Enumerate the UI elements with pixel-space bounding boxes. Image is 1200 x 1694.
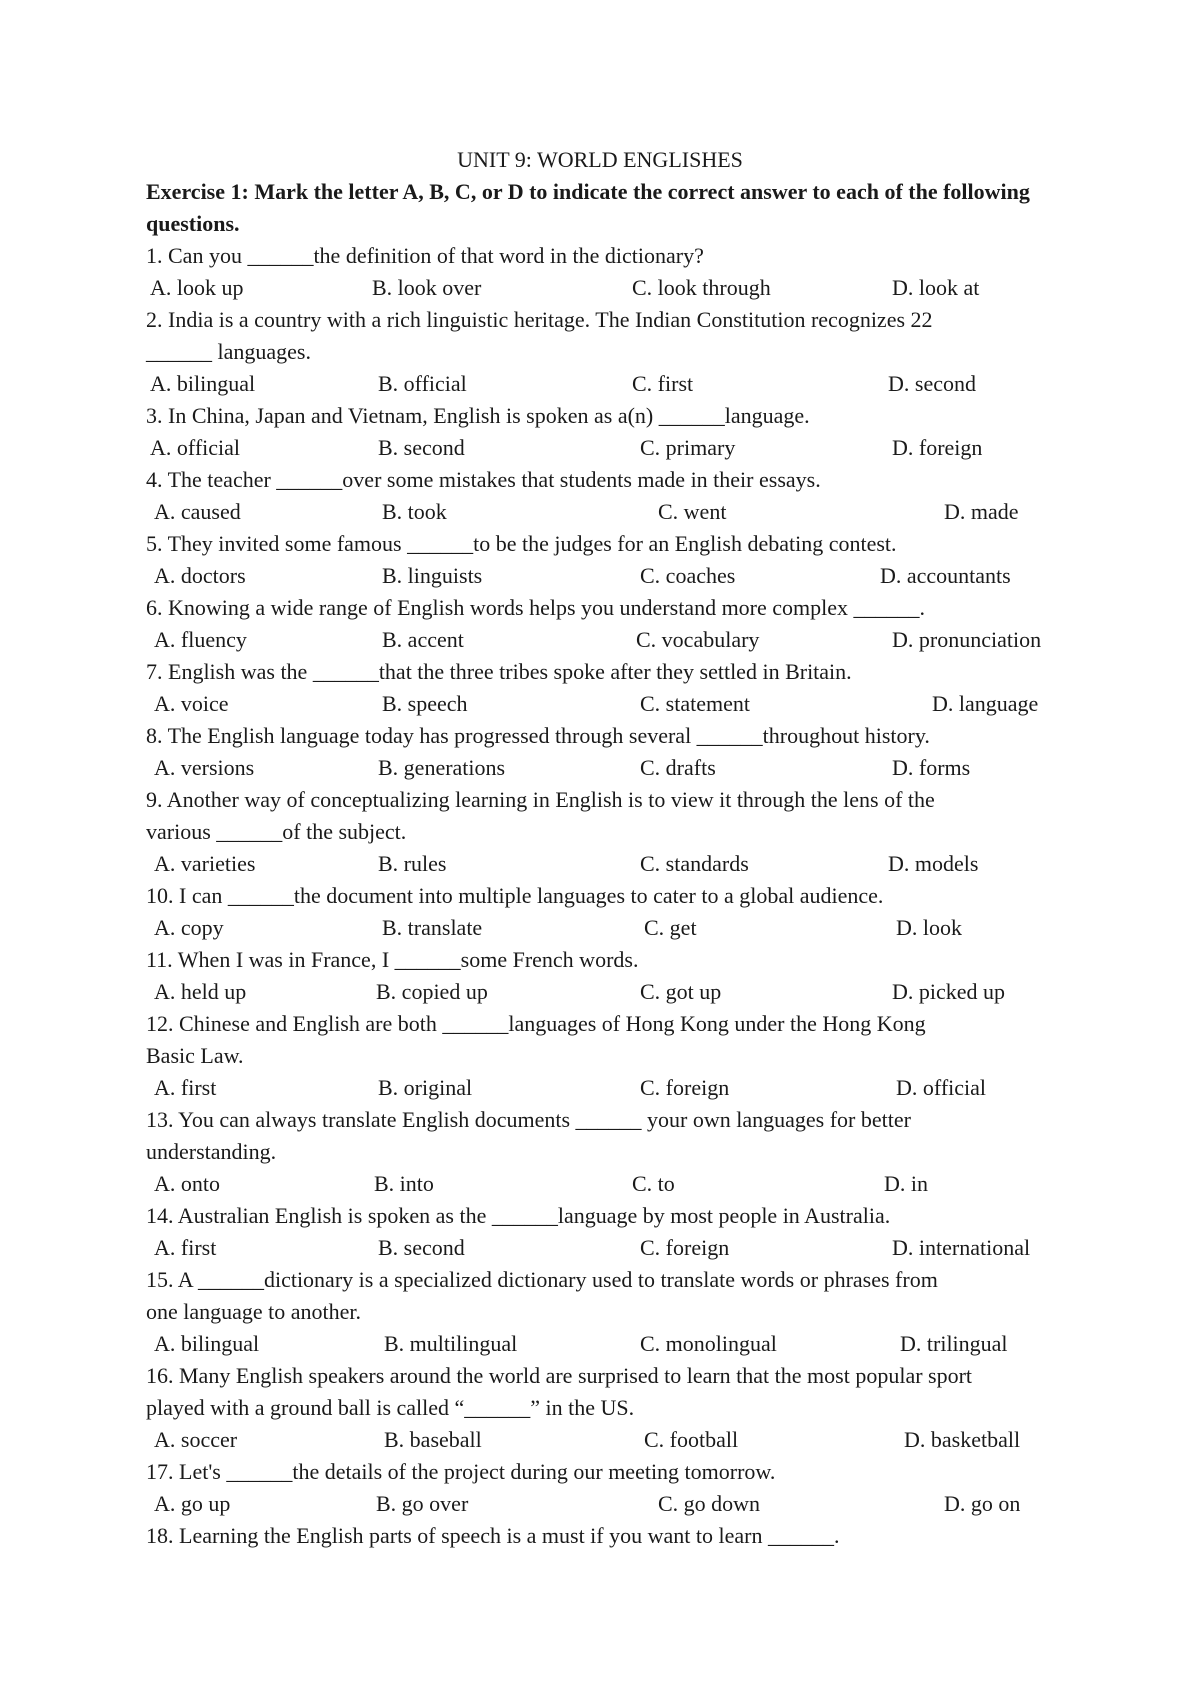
question-6-text: 6. Knowing a wide range of English words helps you understand more complex ______. [146, 595, 926, 620]
question-5-option-c: C. coaches [640, 563, 736, 588]
question-3-option-a: A. official [150, 435, 241, 460]
question-12-option-a: A. first [154, 1075, 217, 1100]
question-14-option-b: B. second [378, 1235, 465, 1260]
question-4-option-d: D. made [944, 499, 1019, 524]
question-15-text: 15. A ______dictionary is a specialized dictionary used to translate words or phrases from [146, 1267, 938, 1292]
question-3-option-c: C. primary [640, 435, 736, 460]
question-6-option-a: A. fluency [154, 627, 247, 652]
exercise-instruction: Exercise 1: Mark the letter A, B, C, or D to indicate the correct answer to each of the following questions. [146, 179, 1030, 236]
question-15-option-a: A. bilingual [154, 1331, 260, 1356]
question-2-option-a: A. bilingual [150, 371, 256, 396]
question-6-option-c: C. vocabulary [636, 627, 760, 652]
question-8-option-a: A. versions [154, 755, 255, 780]
question-16-option-b: B. baseball [384, 1427, 482, 1452]
question-15-option-c: C. monolingual [640, 1331, 777, 1356]
question-5-option-b: B. linguists [382, 563, 483, 588]
question-16-option-c: C. football [644, 1427, 739, 1452]
question-6-option-d: D. pronunciation [892, 627, 1042, 652]
question-3-option-d: D. foreign [892, 435, 983, 460]
question-10-option-a: A. copy [154, 915, 224, 940]
question-1-option-d: D. look at [892, 275, 980, 300]
question-12-option-b: B. original [378, 1075, 473, 1100]
question-13-text: understanding. [146, 1139, 277, 1164]
question-14-option-d: D. international [892, 1235, 1031, 1260]
question-3-option-b: B. second [378, 435, 465, 460]
question-13-text: 13. You can always translate English documents ______ your own languages for better [146, 1107, 911, 1132]
question-7-option-d: D. language [932, 691, 1039, 716]
question-13-option-d: D. in [884, 1171, 928, 1196]
question-11-text: 11. When I was in France, I ______some French words. [146, 947, 639, 972]
question-17-text: 17. Let's ______the details of the project during our meeting tomorrow. [146, 1459, 776, 1484]
question-5-option-a: A. doctors [154, 563, 246, 588]
question-11-option-c: C. got up [640, 979, 722, 1004]
question-8-option-b: B. generations [378, 755, 506, 780]
question-1-option-a: A. look up [150, 275, 244, 300]
question-2-text: ______ languages. [146, 339, 311, 364]
question-10-option-c: C. get [644, 915, 697, 940]
question-17-option-c: C. go down [658, 1491, 761, 1516]
question-8-text: 8. The English language today has progressed through several ______throughout history. [146, 723, 930, 748]
question-16-option-a: A. soccer [154, 1427, 238, 1452]
question-17-option-b: B. go over [376, 1491, 469, 1516]
question-8-option-d: D. forms [892, 755, 971, 780]
question-18-text: 18. Learning the English parts of speech is a must if you want to learn ______. [146, 1523, 840, 1548]
question-12-text: Basic Law. [146, 1043, 244, 1068]
question-1-text: 1. Can you ______the definition of that word in the dictionary? [146, 243, 704, 268]
question-14-option-c: C. foreign [640, 1235, 730, 1260]
question-13-option-c: C. to [632, 1171, 675, 1196]
question-2-option-d: D. second [888, 371, 976, 396]
question-11-option-d: D. picked up [892, 979, 1006, 1004]
question-3-text: 3. In China, Japan and Vietnam, English is spoken as a(n) ______language. [146, 403, 810, 428]
question-12-text: 12. Chinese and English are both ______languages of Hong Kong under the Hong Kong [146, 1011, 926, 1036]
question-10-option-d: D. look [896, 915, 962, 940]
question-2-option-c: C. first [632, 371, 694, 396]
question-10-option-b: B. translate [382, 915, 483, 940]
question-6-option-b: B. accent [382, 627, 464, 652]
question-16-text: played with a ground ball is called “______” in the US. [146, 1395, 635, 1420]
question-7-option-a: A. voice [154, 691, 229, 716]
question-2-option-b: B. official [378, 371, 467, 396]
question-4-text: 4. The teacher ______over some mistakes that students made in their essays. [146, 467, 821, 492]
question-12-option-d: D. official [896, 1075, 987, 1100]
question-1-option-b: B. look over [372, 275, 482, 300]
question-9-option-d: D. models [888, 851, 979, 876]
question-9-option-a: A. varieties [154, 851, 256, 876]
question-13-option-a: A. onto [154, 1171, 220, 1196]
question-16-text: 16. Many English speakers around the world are surprised to learn that the most popular sport [146, 1363, 973, 1388]
question-11-option-a: A. held up [154, 979, 247, 1004]
question-15-option-d: D. trilingual [900, 1331, 1008, 1356]
question-2-text: 2. India is a country with a rich linguistic heritage. The Indian Constitution recognizes 22 [146, 307, 933, 332]
question-13-option-b: B. into [374, 1171, 434, 1196]
question-17-option-d: D. go on [944, 1491, 1021, 1516]
question-7-option-c: C. statement [640, 691, 750, 716]
question-9-option-c: C. standards [640, 851, 749, 876]
question-9-option-b: B. rules [378, 851, 447, 876]
unit-title: UNIT 9: WORLD ENGLISHES [457, 147, 743, 172]
question-1-option-c: C. look through [632, 275, 771, 300]
question-5-text: 5. They invited some famous ______to be the judges for an English debating contest. [146, 531, 897, 556]
question-4-option-c: C. went [658, 499, 727, 524]
question-4-option-b: B. took [382, 499, 447, 524]
question-12-option-c: C. foreign [640, 1075, 730, 1100]
question-9-text: 9. Another way of conceptualizing learning in English is to view it through the lens of the [146, 787, 935, 812]
question-14-text: 14. Australian English is spoken as the ______language by most people in Australia. [146, 1203, 891, 1228]
question-8-option-c: C. drafts [640, 755, 716, 780]
question-7-option-b: B. speech [382, 691, 468, 716]
question-16-option-d: D. basketball [904, 1427, 1021, 1452]
question-11-option-b: B. copied up [376, 979, 488, 1004]
question-10-text: 10. I can ______the document into multiple languages to cater to a global audience. [146, 883, 884, 908]
question-15-text: one language to another. [146, 1299, 362, 1324]
question-9-text: various ______of the subject. [146, 819, 407, 844]
question-5-option-d: D. accountants [880, 563, 1011, 588]
question-14-option-a: A. first [154, 1235, 217, 1260]
question-7-text: 7. English was the ______that the three tribes spoke after they settled in Britain. [146, 659, 852, 684]
question-17-option-a: A. go up [154, 1491, 231, 1516]
question-15-option-b: B. multilingual [384, 1331, 518, 1356]
question-4-option-a: A. caused [154, 499, 241, 524]
